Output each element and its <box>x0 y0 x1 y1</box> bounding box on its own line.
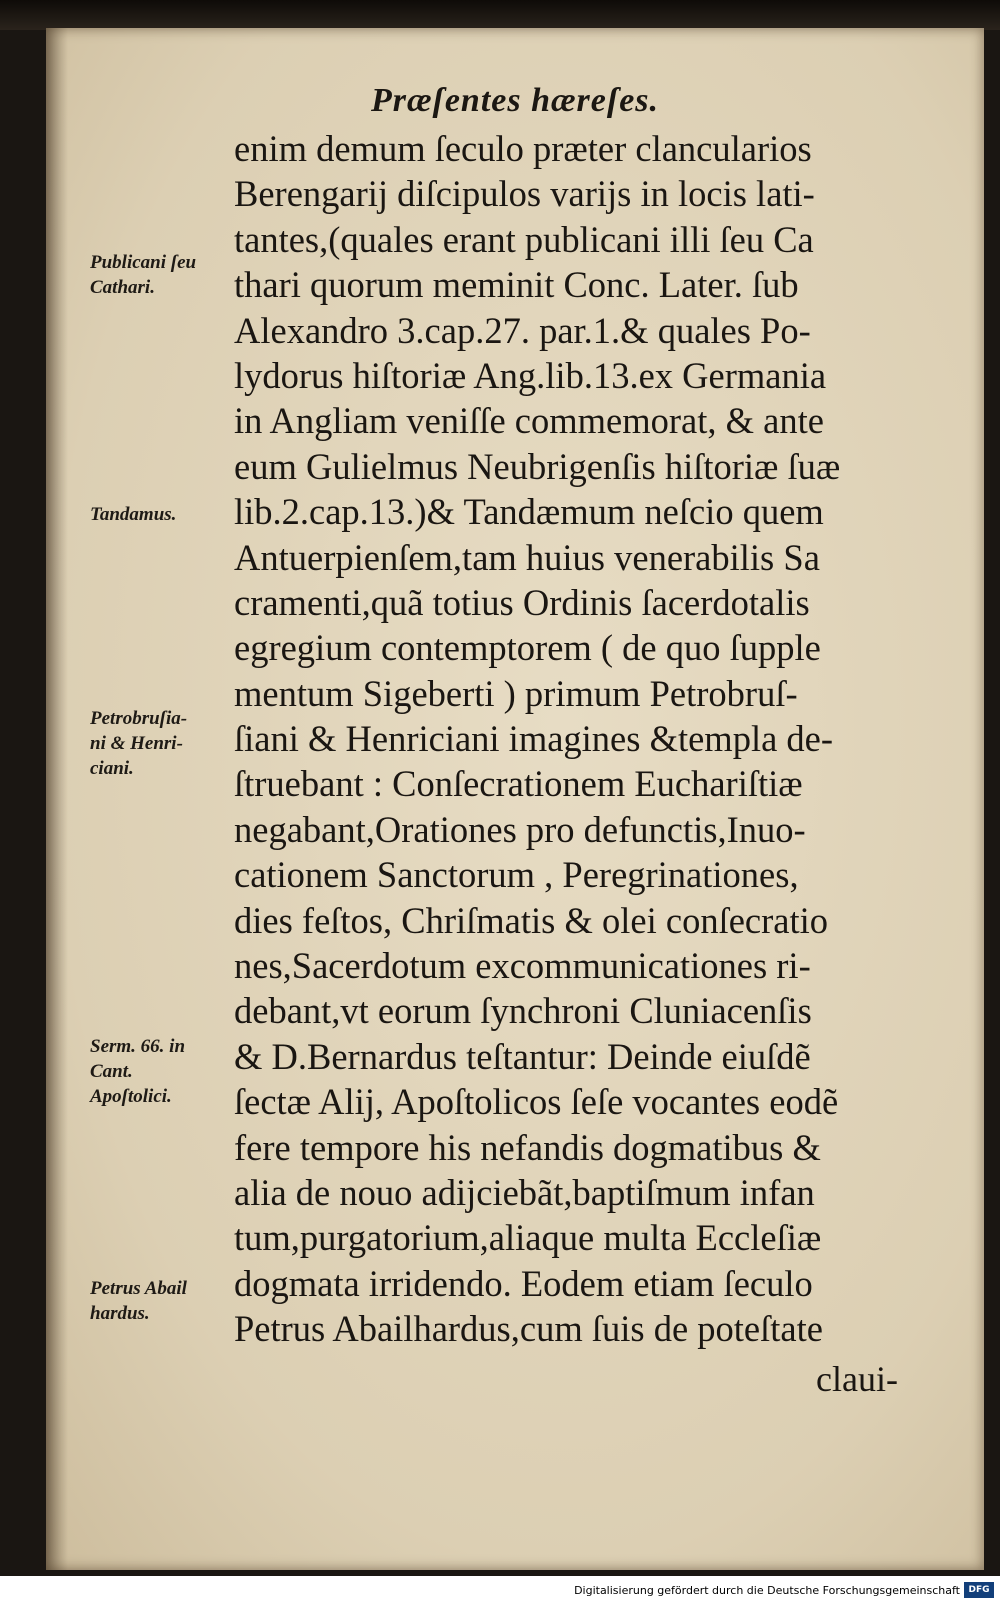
text-line: thari quorum meminit Conc. Later. ſub <box>234 264 799 306</box>
text-line: negabant,Orationes pro defunctis,Inuo- <box>234 808 806 850</box>
text-line: Petrus Abailhardus,cum ſuis de poteſtate <box>234 1308 823 1350</box>
text-line: nes,Sacerdotum excommunicationes ri- <box>234 945 811 987</box>
text-line: eum Gulielmus Neubrigenſis hiſtoriæ ſuæ <box>234 445 841 487</box>
text-line: tum,purgatorium,aliaque multa Eccleſiæ <box>234 1217 822 1259</box>
text-line: enim demum ſeculo præter clancularios <box>234 128 812 169</box>
marginal-note-publicani: Publicani ſeu Cathari. <box>90 252 197 298</box>
marginal-note-tandamus: Tandamus. <box>90 504 177 525</box>
text-line: ſectæ Alij, Apoſtolicos ſeſe vocantes eodẽ <box>234 1081 839 1123</box>
marginal-note-sermo: Serm. 66. in Cant. Apoſtolici. <box>90 1036 186 1107</box>
spine-shadow <box>46 28 68 1570</box>
digitization-footer <box>0 1576 1000 1608</box>
text-line: ſiani & Henriciani imagines &templa de- <box>234 718 834 760</box>
text-line: Berengarij diſcipulos varijs in locis lati- <box>234 173 815 215</box>
text-line: alia de nouo adijciebãt,baptiſmum infan <box>234 1171 815 1213</box>
text-line: & D.Bernardus teſtantur: Deinde eiuſdẽ <box>234 1035 811 1077</box>
marginal-note-petrobrusiani: Petrobruſia- ni & Henri- ciani. <box>90 708 188 779</box>
scan-border-top <box>0 0 1000 30</box>
text-line: dogmata irridendo. Eodem etiam ſeculo <box>234 1262 813 1304</box>
text-line: cramenti,quã totius Ordinis ſacerdotalis <box>234 581 810 623</box>
text-line: Antuerpienſem,tam huius venerabilis Sa <box>234 536 820 578</box>
text-line: fere tempore his nefandis dogmatibus & <box>234 1126 821 1168</box>
book-page <box>46 28 984 1570</box>
marginal-note-abailhardus: Petrus Abail hardus. <box>90 1278 187 1324</box>
text-line: in Angliam veniſſe commemorat, & ante <box>234 400 824 442</box>
body-text <box>234 126 934 1352</box>
text-line: lydorus hiſtoriæ Ang.lib.13.ex Germania <box>234 354 827 396</box>
text-line: lib.2.cap.13.)& Tandæmum neſcio quem <box>234 491 824 533</box>
text-line: debant,vt eorum ſynchroni Cluniacenſis <box>234 990 812 1032</box>
text-line: mentum Sigeberti ) primum Petrobruſ- <box>234 672 798 714</box>
running-head: Præſentes hæreſes. <box>370 82 660 119</box>
text-line: cationem Sanctorum , Peregrinationes, <box>234 854 799 896</box>
text-line: ſtruebant : Conſecrationem Euchariſtiæ <box>234 763 803 805</box>
footer-credit: Digitalisierung gefördert durch die Deutsche Forschungsgemeinschaft <box>574 1584 960 1597</box>
text-line: tantes,(quales erant publicani illi ſeu Ca <box>234 218 814 260</box>
text-line: egregium contemptorem ( de quo ſupple <box>234 627 821 669</box>
catchword: claui- <box>816 1359 898 1399</box>
dfg-logo-icon: DFG <box>964 1582 994 1598</box>
text-line: dies feſtos, Chriſmatis & olei conſecratio <box>234 899 828 941</box>
text-line: Alexandro 3.cap.27. par.1.& quales Po- <box>234 309 811 351</box>
